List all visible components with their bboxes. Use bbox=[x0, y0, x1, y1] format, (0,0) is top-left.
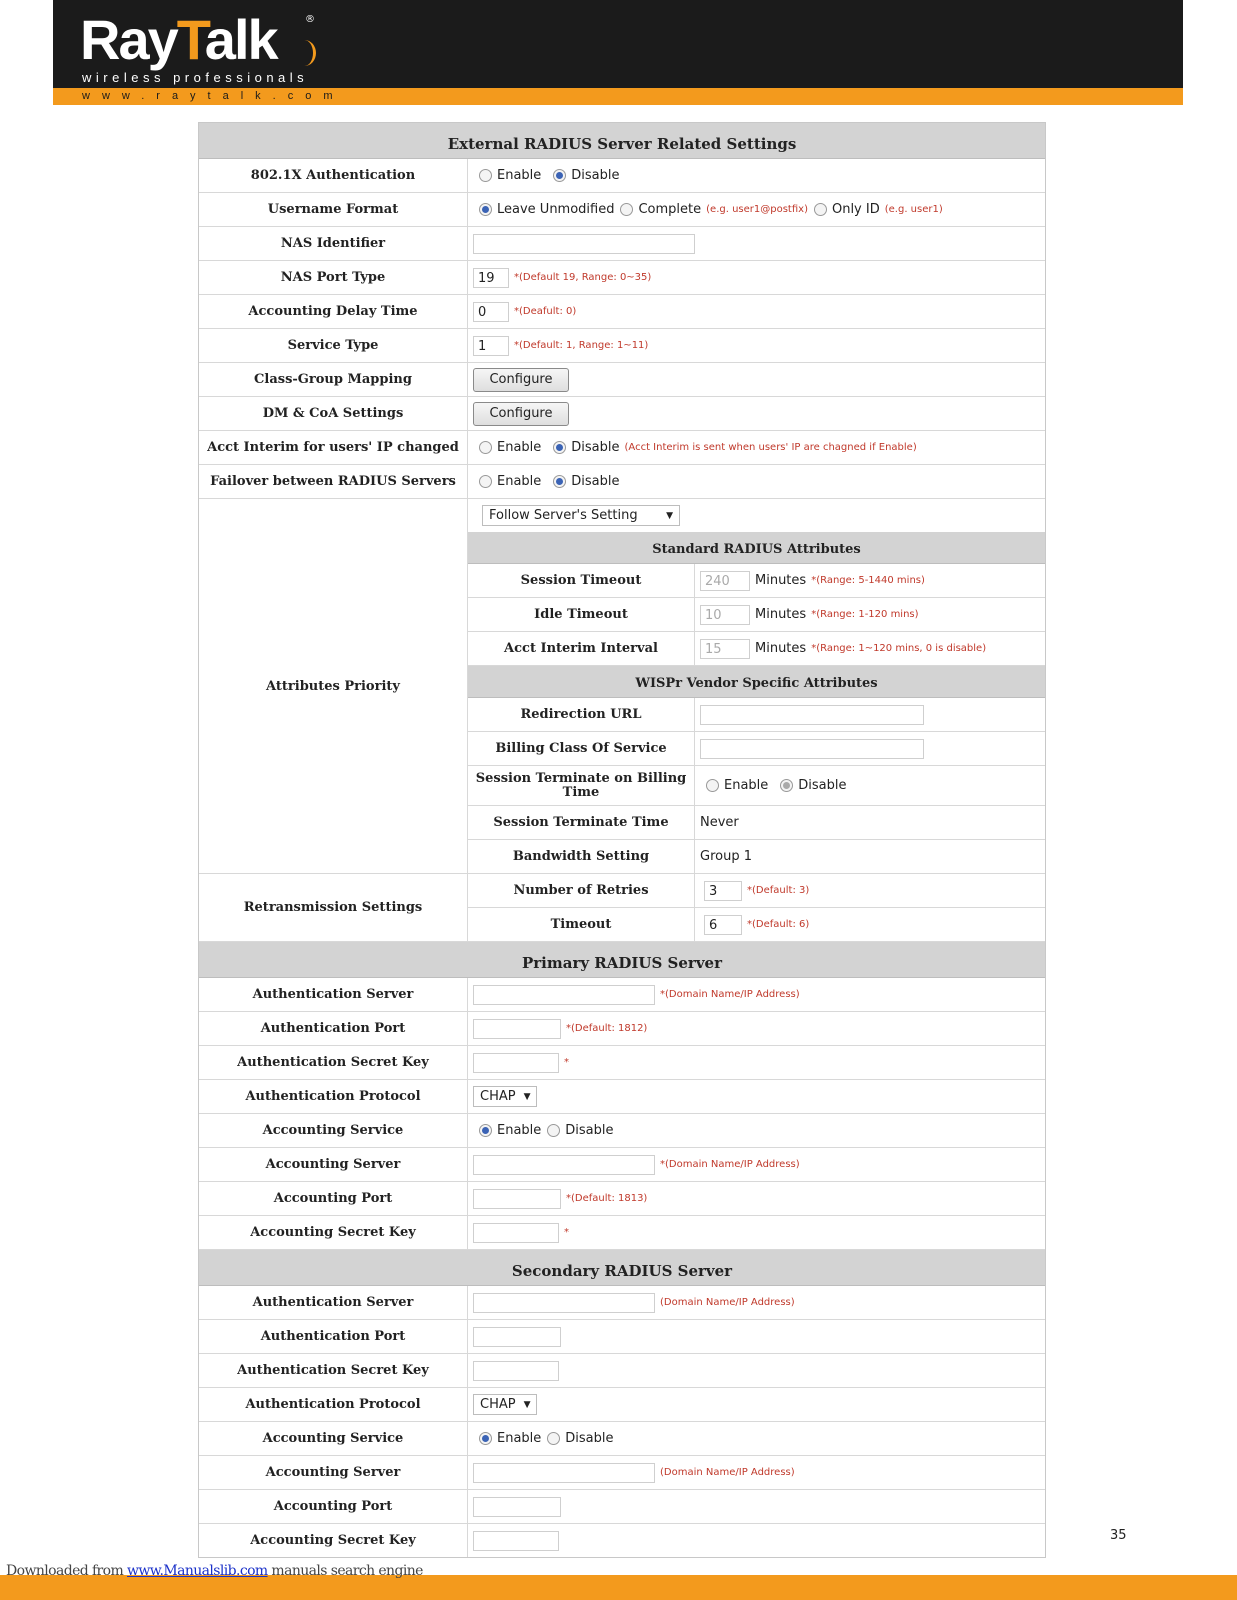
row-nas-port-type: NAS Port Type 19 *(Default 19, Range: 0~35) bbox=[199, 261, 1045, 295]
row-secondary-acct-server: Accounting Server (Domain Name/IP Address) bbox=[199, 1456, 1045, 1490]
field-label: NAS Port Type bbox=[199, 261, 468, 294]
nas-port-type-input[interactable]: 19 bbox=[473, 268, 509, 288]
field-label: Service Type bbox=[199, 329, 468, 362]
field-label: Failover between RADIUS Servers bbox=[199, 465, 468, 498]
primary-auth-port-input[interactable] bbox=[473, 1019, 561, 1039]
timeout-input[interactable]: 6 bbox=[704, 915, 742, 935]
disable-radio[interactable] bbox=[553, 441, 566, 454]
row-secondary-auth-server: Authentication Server (Domain Name/IP Address) bbox=[199, 1286, 1045, 1320]
radius-settings-form bbox=[198, 122, 1046, 1558]
acct-delay-input[interactable]: 0 bbox=[473, 302, 509, 322]
row-bandwidth: Bandwidth Setting Group 1 bbox=[468, 840, 1045, 873]
row-billing-class: Billing Class Of Service bbox=[468, 732, 1045, 766]
row-acct-interim-interval: Acct Interim Interval 15 Minutes *(Range: 1~120 mins, 0 is disable) bbox=[468, 632, 1045, 666]
field-label: Accounting Delay Time bbox=[199, 295, 468, 328]
chevron-down-icon: ▼ bbox=[523, 1091, 531, 1102]
disable-radio[interactable] bbox=[553, 475, 566, 488]
enable-radio[interactable] bbox=[479, 441, 492, 454]
page-number: 35 bbox=[1110, 1528, 1127, 1543]
row-8021x: 802.1X Authentication Enable Disable bbox=[199, 159, 1045, 193]
row-secondary-acct-service: Accounting Service Enable Disable bbox=[199, 1422, 1045, 1456]
field-label: Attributes Priority bbox=[199, 499, 468, 873]
row-primary-auth-server: Authentication Server *(Domain Name/IP Address) bbox=[199, 978, 1045, 1012]
field-label: 802.1X Authentication bbox=[199, 159, 468, 192]
manualslib-link[interactable]: www.Manualslib.com bbox=[127, 1563, 268, 1579]
row-acct-interim: Acct Interim for users' IP changed Enable Disable (Acct Interim is sent when users' IP are chagned if Enable) bbox=[199, 431, 1045, 465]
attributes-priority-block bbox=[199, 499, 1045, 874]
wispr-attributes-title: WISPr Vendor Specific Attributes bbox=[468, 666, 1045, 698]
secondary-acct-server-input[interactable] bbox=[473, 1463, 655, 1483]
row-acct-delay: Accounting Delay Time 0 *(Deafult: 0) bbox=[199, 295, 1045, 329]
row-session-term-time: Session Terminate Time Never bbox=[468, 806, 1045, 840]
leave-unmodified-radio[interactable] bbox=[479, 203, 492, 216]
row-secondary-acct-port: Accounting Port bbox=[199, 1490, 1045, 1524]
row-primary-auth-port: Authentication Port *(Default: 1812) bbox=[199, 1012, 1045, 1046]
secondary-auth-protocol-select[interactable]: CHAP ▼ bbox=[473, 1394, 537, 1415]
row-primary-acct-service: Accounting Service Enable Disable bbox=[199, 1114, 1045, 1148]
download-credit: Downloaded from www.Manualslib.com manuals search engine bbox=[6, 1563, 423, 1579]
retransmission-block bbox=[199, 874, 1045, 942]
row-dm-coa bbox=[199, 397, 1045, 431]
row-service-type: Service Type 1 *(Default: 1, Range: 1~11) bbox=[199, 329, 1045, 363]
row-secondary-auth-key: Authentication Secret Key bbox=[199, 1354, 1045, 1388]
enable-radio[interactable] bbox=[706, 779, 719, 792]
chevron-down-icon: ▼ bbox=[666, 510, 673, 521]
registered-mark: ® bbox=[305, 14, 315, 25]
enable-radio[interactable] bbox=[479, 1124, 492, 1137]
row-secondary-auth-port: Authentication Port bbox=[199, 1320, 1045, 1354]
complete-radio[interactable] bbox=[620, 203, 633, 216]
session-timeout-input[interactable]: 240 bbox=[700, 571, 750, 591]
row-nas-identifier bbox=[199, 227, 1045, 261]
row-redirection-url: Redirection URL bbox=[468, 698, 1045, 732]
billing-class-input[interactable] bbox=[700, 739, 924, 759]
field-label: Retransmission Settings bbox=[199, 874, 468, 941]
row-retries: Number of Retries 3 *(Default: 3) bbox=[468, 874, 1045, 908]
standard-attributes-title: Standard RADIUS Attributes bbox=[468, 532, 1045, 564]
primary-acct-port-input[interactable] bbox=[473, 1189, 561, 1209]
disable-radio[interactable] bbox=[547, 1124, 560, 1137]
row-idle-timeout: Idle Timeout 10 Minutes *(Range: 1-120 mins) bbox=[468, 598, 1045, 632]
section-title-secondary: Secondary RADIUS Server bbox=[199, 1250, 1045, 1286]
secondary-auth-key-input[interactable] bbox=[473, 1361, 559, 1381]
field-label: DM & CoA Settings bbox=[199, 397, 468, 430]
nas-identifier-input[interactable] bbox=[473, 234, 695, 254]
secondary-acct-key-input[interactable] bbox=[473, 1531, 559, 1551]
row-session-timeout: Session Timeout 240 Minutes *(Range: 5-1440 mins) bbox=[468, 564, 1045, 598]
row-secondary-auth-protocol: Authentication Protocol CHAP ▼ bbox=[199, 1388, 1045, 1422]
idle-timeout-input[interactable]: 10 bbox=[700, 605, 750, 625]
field-label: Acct Interim for users' IP changed bbox=[199, 431, 468, 464]
primary-auth-key-input[interactable] bbox=[473, 1053, 559, 1073]
secondary-auth-server-input[interactable] bbox=[473, 1293, 655, 1313]
primary-auth-server-input[interactable] bbox=[473, 985, 655, 1005]
primary-acct-server-input[interactable] bbox=[473, 1155, 655, 1175]
row-primary-acct-server: Accounting Server *(Domain Name/IP Address) bbox=[199, 1148, 1045, 1182]
field-label: NAS Identifier bbox=[199, 227, 468, 260]
primary-acct-key-input[interactable] bbox=[473, 1223, 559, 1243]
disable-radio[interactable] bbox=[547, 1432, 560, 1445]
retries-input[interactable]: 3 bbox=[704, 881, 742, 901]
section-title-primary: Primary RADIUS Server bbox=[199, 942, 1045, 978]
enable-radio[interactable] bbox=[479, 475, 492, 488]
field-label: Class-Group Mapping bbox=[199, 363, 468, 396]
row-primary-auth-key: Authentication Secret Key * bbox=[199, 1046, 1045, 1080]
chevron-down-icon: ▼ bbox=[523, 1399, 531, 1410]
row-session-term-billing: Session Terminate on Billing Time Enable Disable bbox=[468, 766, 1045, 806]
row-timeout: Timeout 6 *(Default: 6) bbox=[468, 908, 1045, 941]
class-group-configure-button[interactable]: Configure bbox=[473, 368, 569, 392]
section-title-external: External RADIUS Server Related Settings bbox=[199, 123, 1045, 159]
enable-radio[interactable] bbox=[479, 1432, 492, 1445]
row-primary-acct-port: Accounting Port *(Default: 1813) bbox=[199, 1182, 1045, 1216]
acct-interval-input[interactable]: 15 bbox=[700, 639, 750, 659]
logo-tagline: wireless professionals bbox=[82, 70, 309, 85]
website-url: www.raytalk.com bbox=[82, 90, 345, 102]
attributes-priority-select[interactable]: Follow Server's Setting ▼ bbox=[482, 505, 680, 526]
signal-icon bbox=[293, 40, 316, 66]
row-primary-auth-protocol: Authentication Protocol CHAP ▼ bbox=[199, 1080, 1045, 1114]
disable-radio[interactable] bbox=[553, 169, 566, 182]
primary-auth-protocol-select[interactable]: CHAP ▼ bbox=[473, 1086, 537, 1107]
only-id-radio[interactable] bbox=[814, 203, 827, 216]
row-username-format: Username Format Leave Unmodified Complete (e.g. user1@postfix) Only ID (e.g. user1) bbox=[199, 193, 1045, 227]
row-primary-acct-key: Accounting Secret Key * bbox=[199, 1216, 1045, 1250]
disable-radio[interactable] bbox=[780, 779, 793, 792]
redirection-url-input[interactable] bbox=[700, 705, 924, 725]
row-class-group bbox=[199, 363, 1045, 397]
field-label: Username Format bbox=[199, 193, 468, 226]
enable-radio[interactable] bbox=[479, 169, 492, 182]
secondary-auth-port-input[interactable] bbox=[473, 1327, 561, 1347]
dm-coa-configure-button[interactable]: Configure bbox=[473, 402, 569, 426]
service-type-input[interactable]: 1 bbox=[473, 336, 509, 356]
secondary-acct-port-input[interactable] bbox=[473, 1497, 561, 1517]
row-secondary-acct-key: Accounting Secret Key bbox=[199, 1524, 1045, 1557]
raytalk-logo: RayTalk bbox=[80, 8, 277, 71]
row-failover: Failover between RADIUS Servers Enable Disable bbox=[199, 465, 1045, 499]
